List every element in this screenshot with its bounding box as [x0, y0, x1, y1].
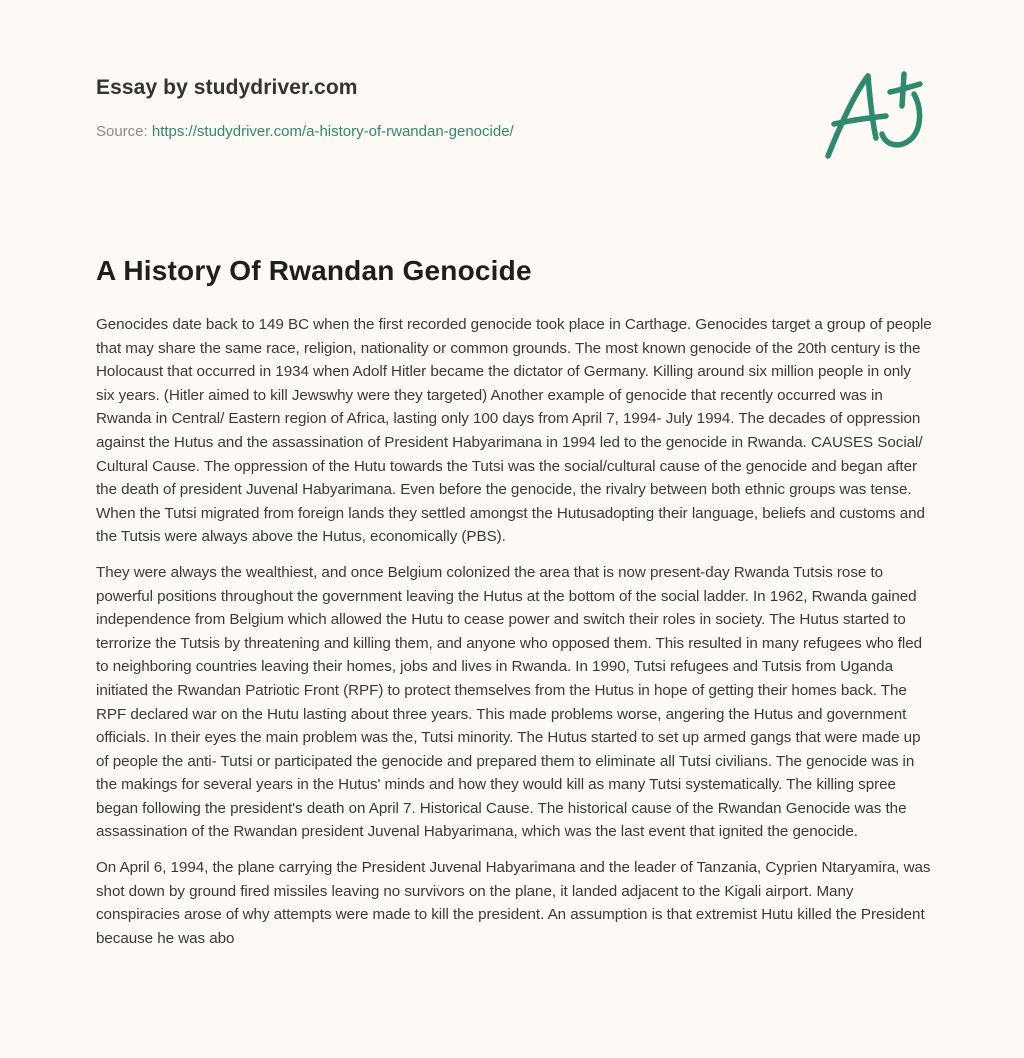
source-link[interactable]: https://studydriver.com/a-history-of-rwandan-genocide/	[151, 123, 514, 140]
essay-paragraph-1: Genocides date back to 149 BC when the first recorded genocide took place in Carthage. Genocides target a group of people that may share the same race, religion, nationality or common grounds. The most known genocide of the 20th century is the Holocaust that occurred in 1934 when Adolf Hitler became the dictator of Germany. Killing around six million people in only six years. (Hitler aimed to kill Jewswhy were they targeted) Another example of genocide that recently occurred was in Rwanda in Central/ Eastern region of Africa, lasting only 100 days from April 7, 1994- July 1994. The decades of oppression against the Hutus and the assassination of President Habyarimana in 1994 led to the genocide in Rwanda. CAUSES Social/ Cultural Cause. The oppression of the Hutu towards the Tutsi was the social/cultural cause of the genocide and began after the death of president Juvenal Habyarimana. Even before the genocide, the rivalry between both ethnic groups was tense. When the Tutsi migrated from foreign lands they settled amongst the Hutusadopting their language, beliefs and customs and the Tutsis were always above the Hutus, economically (PBS).	[96, 316, 932, 546]
site-title: Essay by studydriver.com	[96, 76, 358, 99]
essay-paragraph-3: On April 6, 1994, the plane carrying the President Juvenal Habyarimana and the leader of Tanzania, Cyprien Ntaryamira, was shot down by ground fired missiles leaving no survivors on the plane, it landed adjacent to the Kigali airport. Many conspiracies arose of why attempts were made to kill the president. An assumption is that extremist Hutu killed the President because he was abo	[96, 859, 931, 947]
source-label: Source:	[96, 123, 152, 140]
source-line	[96, 123, 514, 140]
essay-body	[96, 313, 932, 962]
essay-paragraph-2: They were always the wealthiest, and once Belgium colonized the area that is now present-day Rwanda Tutsis rose to powerful positions throughout the government leaving the Hutus at the bottom of the social ladder. In 1962, Rwanda gained independence from Belgium which allowed the Hutu to cease power and switch their roles in society. The Hutus started to terrorize the Tutsis by threatening and killing them, and anyone who opposed them. This resulted in many refugees who fled to neighboring countries leaving their homes, jobs and lives in Rwanda. In 1990, Tutsi refugees and Tutsis from Uganda initiated the Rwandan Patriotic Front (RPF) to protect themselves from the Hutus in hope of getting their homes back. The RPF declared war on the Hutu lasting about three years. This made problems worse, angering the Hutus and government officials. In their eyes the main problem was the, Tutsi minority. The Hutus started to set up armed gangs that were made up of people the anti- Tutsi or participated the genocide and prepared them to eliminate all Tutsi civilians. The genocide was in the makings for several years in the Hutus' minds and how they would kill as many Tutsi systematically. The killing spree began following the president's death on April 7. Historical Cause. The historical cause of the Rwandan Genocide was the assassination of the Rwandan president Juvenal Habyarimana, which was the last event that ignited the genocide.	[96, 563, 923, 841]
a-plus-grade-icon	[818, 64, 934, 168]
essay-title: A History Of Rwandan Genocide	[96, 255, 532, 286]
